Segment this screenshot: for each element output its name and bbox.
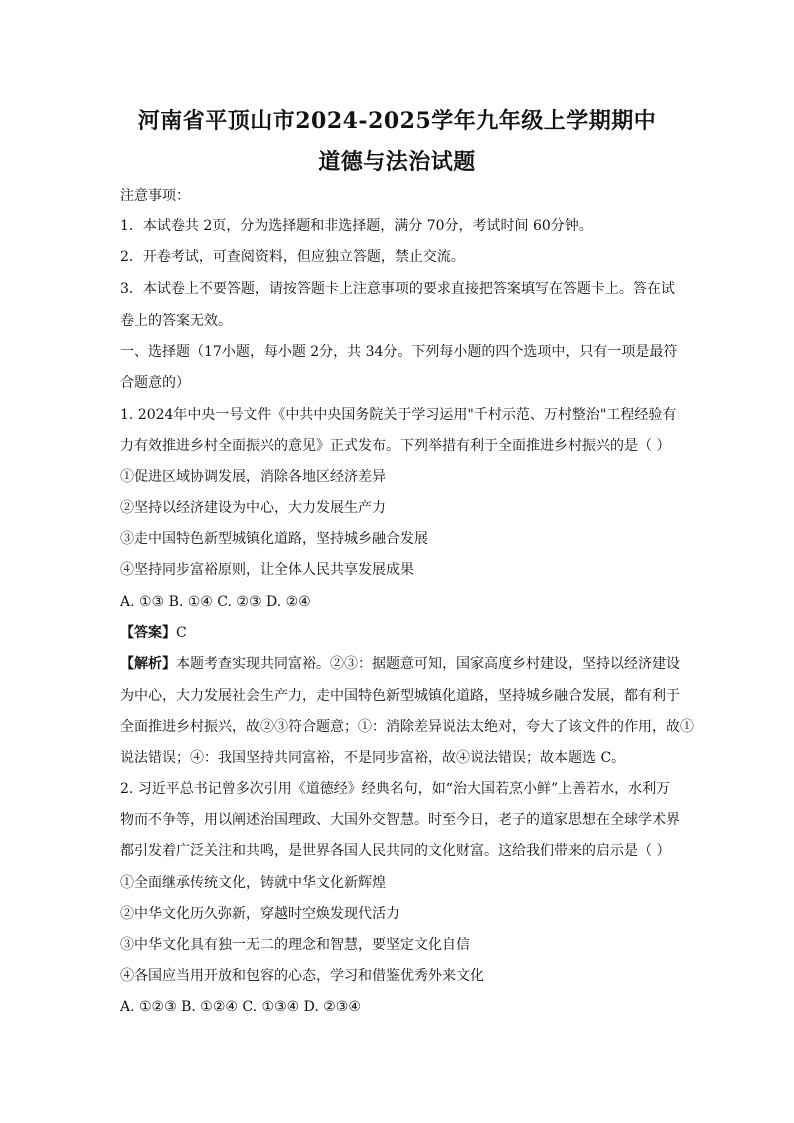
question-1-option-3: ③走中国特色新型城镇化道路，坚持城乡融合发展 [120, 531, 428, 547]
note-2: 2．开卷考试，可查阅资料，但应独立答题，禁止交流。 [120, 249, 465, 265]
analysis-line-4: 说法错误；④：我国坚持共同富裕，不是同步富裕，故④说法错误；故本题选 C。 [120, 750, 626, 766]
question-1-answer [120, 623, 680, 643]
analysis-line-2: 为中心，大力发展社会生产力，走中国特色新型城镇化道路，坚持城乡融合发展，都有利于 [120, 688, 680, 704]
analysis-line-1: 本题考查实现共同富裕。②③：据题意可知，国家高度乡村建设，坚持以经济建设 [176, 656, 680, 672]
section-heading: 一、选择题（17小题，每小题 2分，共 34分。下列每小题的四个选项中，只有一项是最符 [120, 344, 678, 360]
question-2-choices: A. ①②③ B. ①②④ C. ①③④ D. ②③④ [120, 999, 361, 1015]
question-1-option-2: ②坚持以经济建设为中心，大力发展生产力 [120, 500, 386, 516]
notes-heading: 注意事项： [120, 188, 190, 204]
question-1-stem: 1. 2024年中央一号文件《中共中央国务院关于学习运用"千村示范、万村整治"工程经验有 [120, 407, 677, 423]
question-2-option-1: ①全面继承传统文化，铸就中华文化新辉煌 [120, 875, 386, 891]
question-2-option-3: ③中华文化具有独一无二的理念和智慧，要坚定文化自信 [120, 937, 470, 953]
question-1-option-1: ①促进区域协调发展，消除各地区经济差异 [120, 469, 386, 485]
exam-title: 河南省平顶山市2024-2025学年九年级上学期期中 [137, 108, 657, 134]
section-heading-continued: 合题意的） [120, 375, 190, 391]
question-2-stem: 2. 习近平总书记曾多次引用《道德经》经典名句，如“治大国若烹小鲜”上善若水，水利万 [120, 781, 671, 797]
question-2-stem-continued-1: 物而不争等，用以阐述治国理政、大国外交智慧。时至今日，老子的道家思想在全球学术界 [120, 812, 680, 828]
exam-subtitle: 道德与法治试题 [318, 149, 476, 175]
question-2-option-4: ④各国应当用开放和包容的心态，学习和借鉴优秀外来文化 [120, 968, 484, 984]
question-2-stem-continued-2: 都引发着广泛关注和共鸣，是世界各国人民共同的文化财富。这给我们带来的启示是（ ） [120, 843, 671, 859]
note-3-continued: 卷上的答案无效。 [120, 313, 232, 329]
analysis-line-3: 全面推进乡村振兴，故②③符合题意；①：消除差异说法太绝对，夸大了该文件的作用，故① [120, 719, 694, 735]
analysis-label: 【解析】 [120, 656, 176, 672]
note-1: 1．本试卷共 2页，分为选择题和非选择题，满分 70分，考试时间 60分钟。 [120, 218, 593, 234]
note-3: 3．本试卷上不要答题，请按答题卡上注意事项的要求直接把答案填写在答题卡上。答在试 [120, 281, 675, 297]
answer-value: C [176, 625, 187, 641]
question-1-stem-continued: 力有效推进乡村全面振兴的意见》正式发布。下列举措有利于全面推进乡村振兴的是（ ） [120, 438, 671, 454]
question-1-option-4: ④坚持同步富裕原则，让全体人民共享发展成果 [120, 562, 414, 578]
question-2-option-2: ②中华文化历久弥新，穿越时空焕发现代活力 [120, 906, 400, 922]
question-1-analysis [120, 654, 680, 674]
answer-label: 【答案】 [120, 625, 176, 641]
question-1-choices: A. ①③ B. ①④ C. ②③ D. ②④ [120, 594, 311, 610]
